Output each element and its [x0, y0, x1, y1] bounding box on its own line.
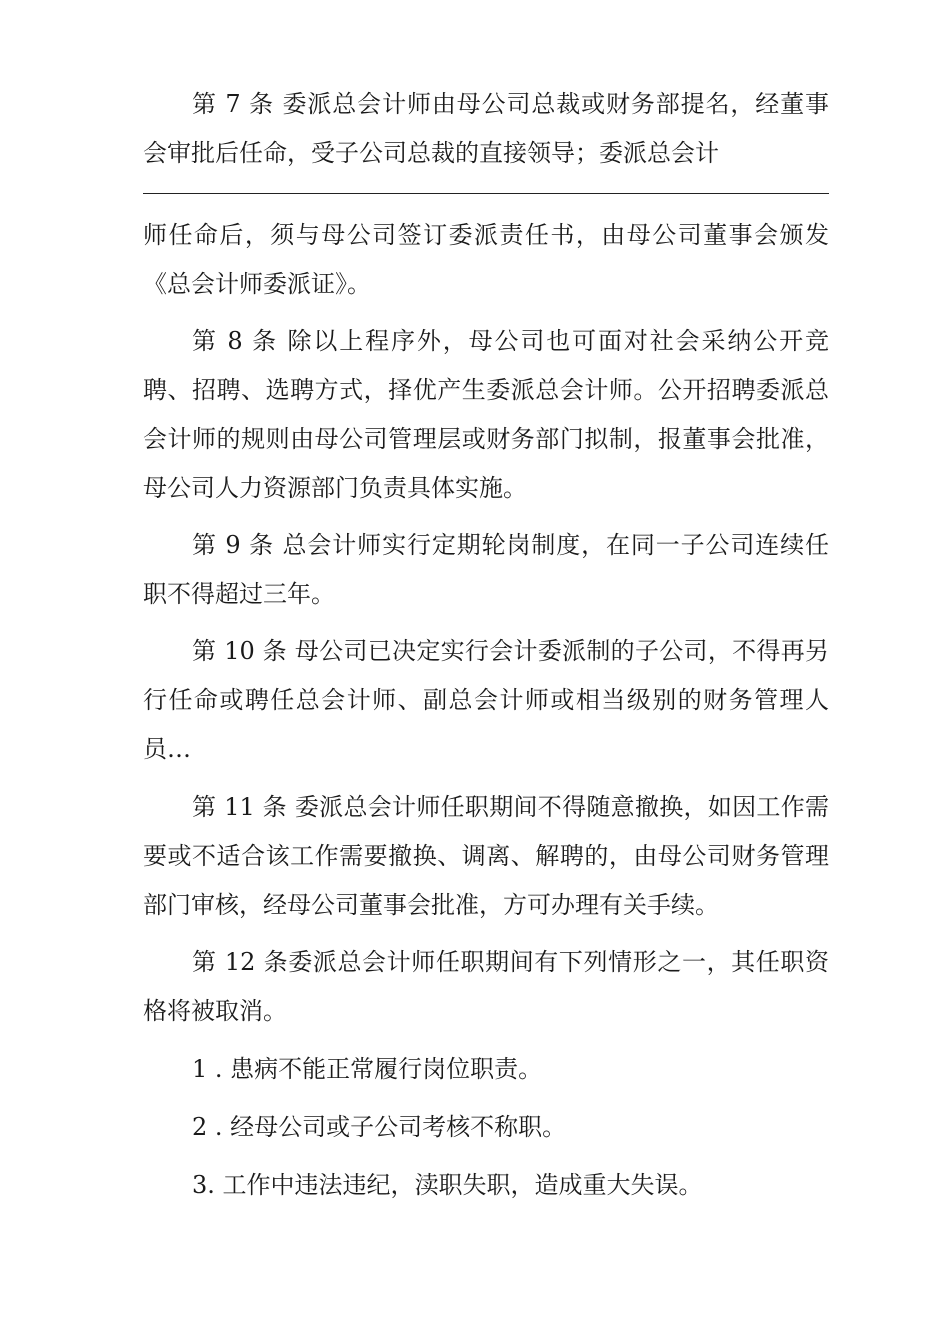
page-top-section	[143, 80, 829, 178]
article-7-paragraph: 第 7 条 委派总会计师由母公司总裁或财务部提名，经董事会审批后任命，受子公司总裁的直接领导；委派总会计	[143, 90, 829, 167]
page-main-section	[143, 211, 829, 1210]
article-12-paragraph: 第 12 条委派总会计师任职期间有下列情形之一，其任职资格将被取消。	[143, 948, 829, 1025]
list-item: 3. 工作中违法违纪，渎职失职，造成重大失误。	[192, 1171, 703, 1199]
list-item: 1 . 患病不能正常履行岗位职责。	[192, 1055, 543, 1083]
article-11-paragraph: 第 11 条 委派总会计师任职期间不得随意撤换，如因工作需要或不适合该工作需要撤换、调离、解聘的，由母公司财务管理部门审核，经母公司董事会批准，方可办理有关手续。	[143, 793, 829, 919]
article-9-paragraph: 第 9 条 总会计师实行定期轮岗制度，在同一子公司连续任职不得超过三年。	[143, 531, 829, 608]
list-item: 2 . 经母公司或子公司考核不称职。	[192, 1113, 567, 1141]
article-10-paragraph: 第 10 条 母公司已决定实行会计委派制的子公司，不得再另行任命或聘任总会计师、副总会计师或相当级别的财务管理人员…	[143, 637, 829, 763]
section-divider	[143, 193, 829, 194]
article-8-paragraph: 第 8 条 除以上程序外，母公司也可面对社会采纳公开竞聘、招聘、选聘方式，择优产生委派总会计师。公开招聘委派总会计师的规则由母公司管理层或财务部门拟制，报董事会批准，母公司人力资源部门负责具体实施。	[143, 327, 829, 502]
article-7-continued-paragraph: 师任命后，须与母公司签订委派责任书，由母公司董事会颁发《总会计师委派证》。	[143, 221, 829, 298]
